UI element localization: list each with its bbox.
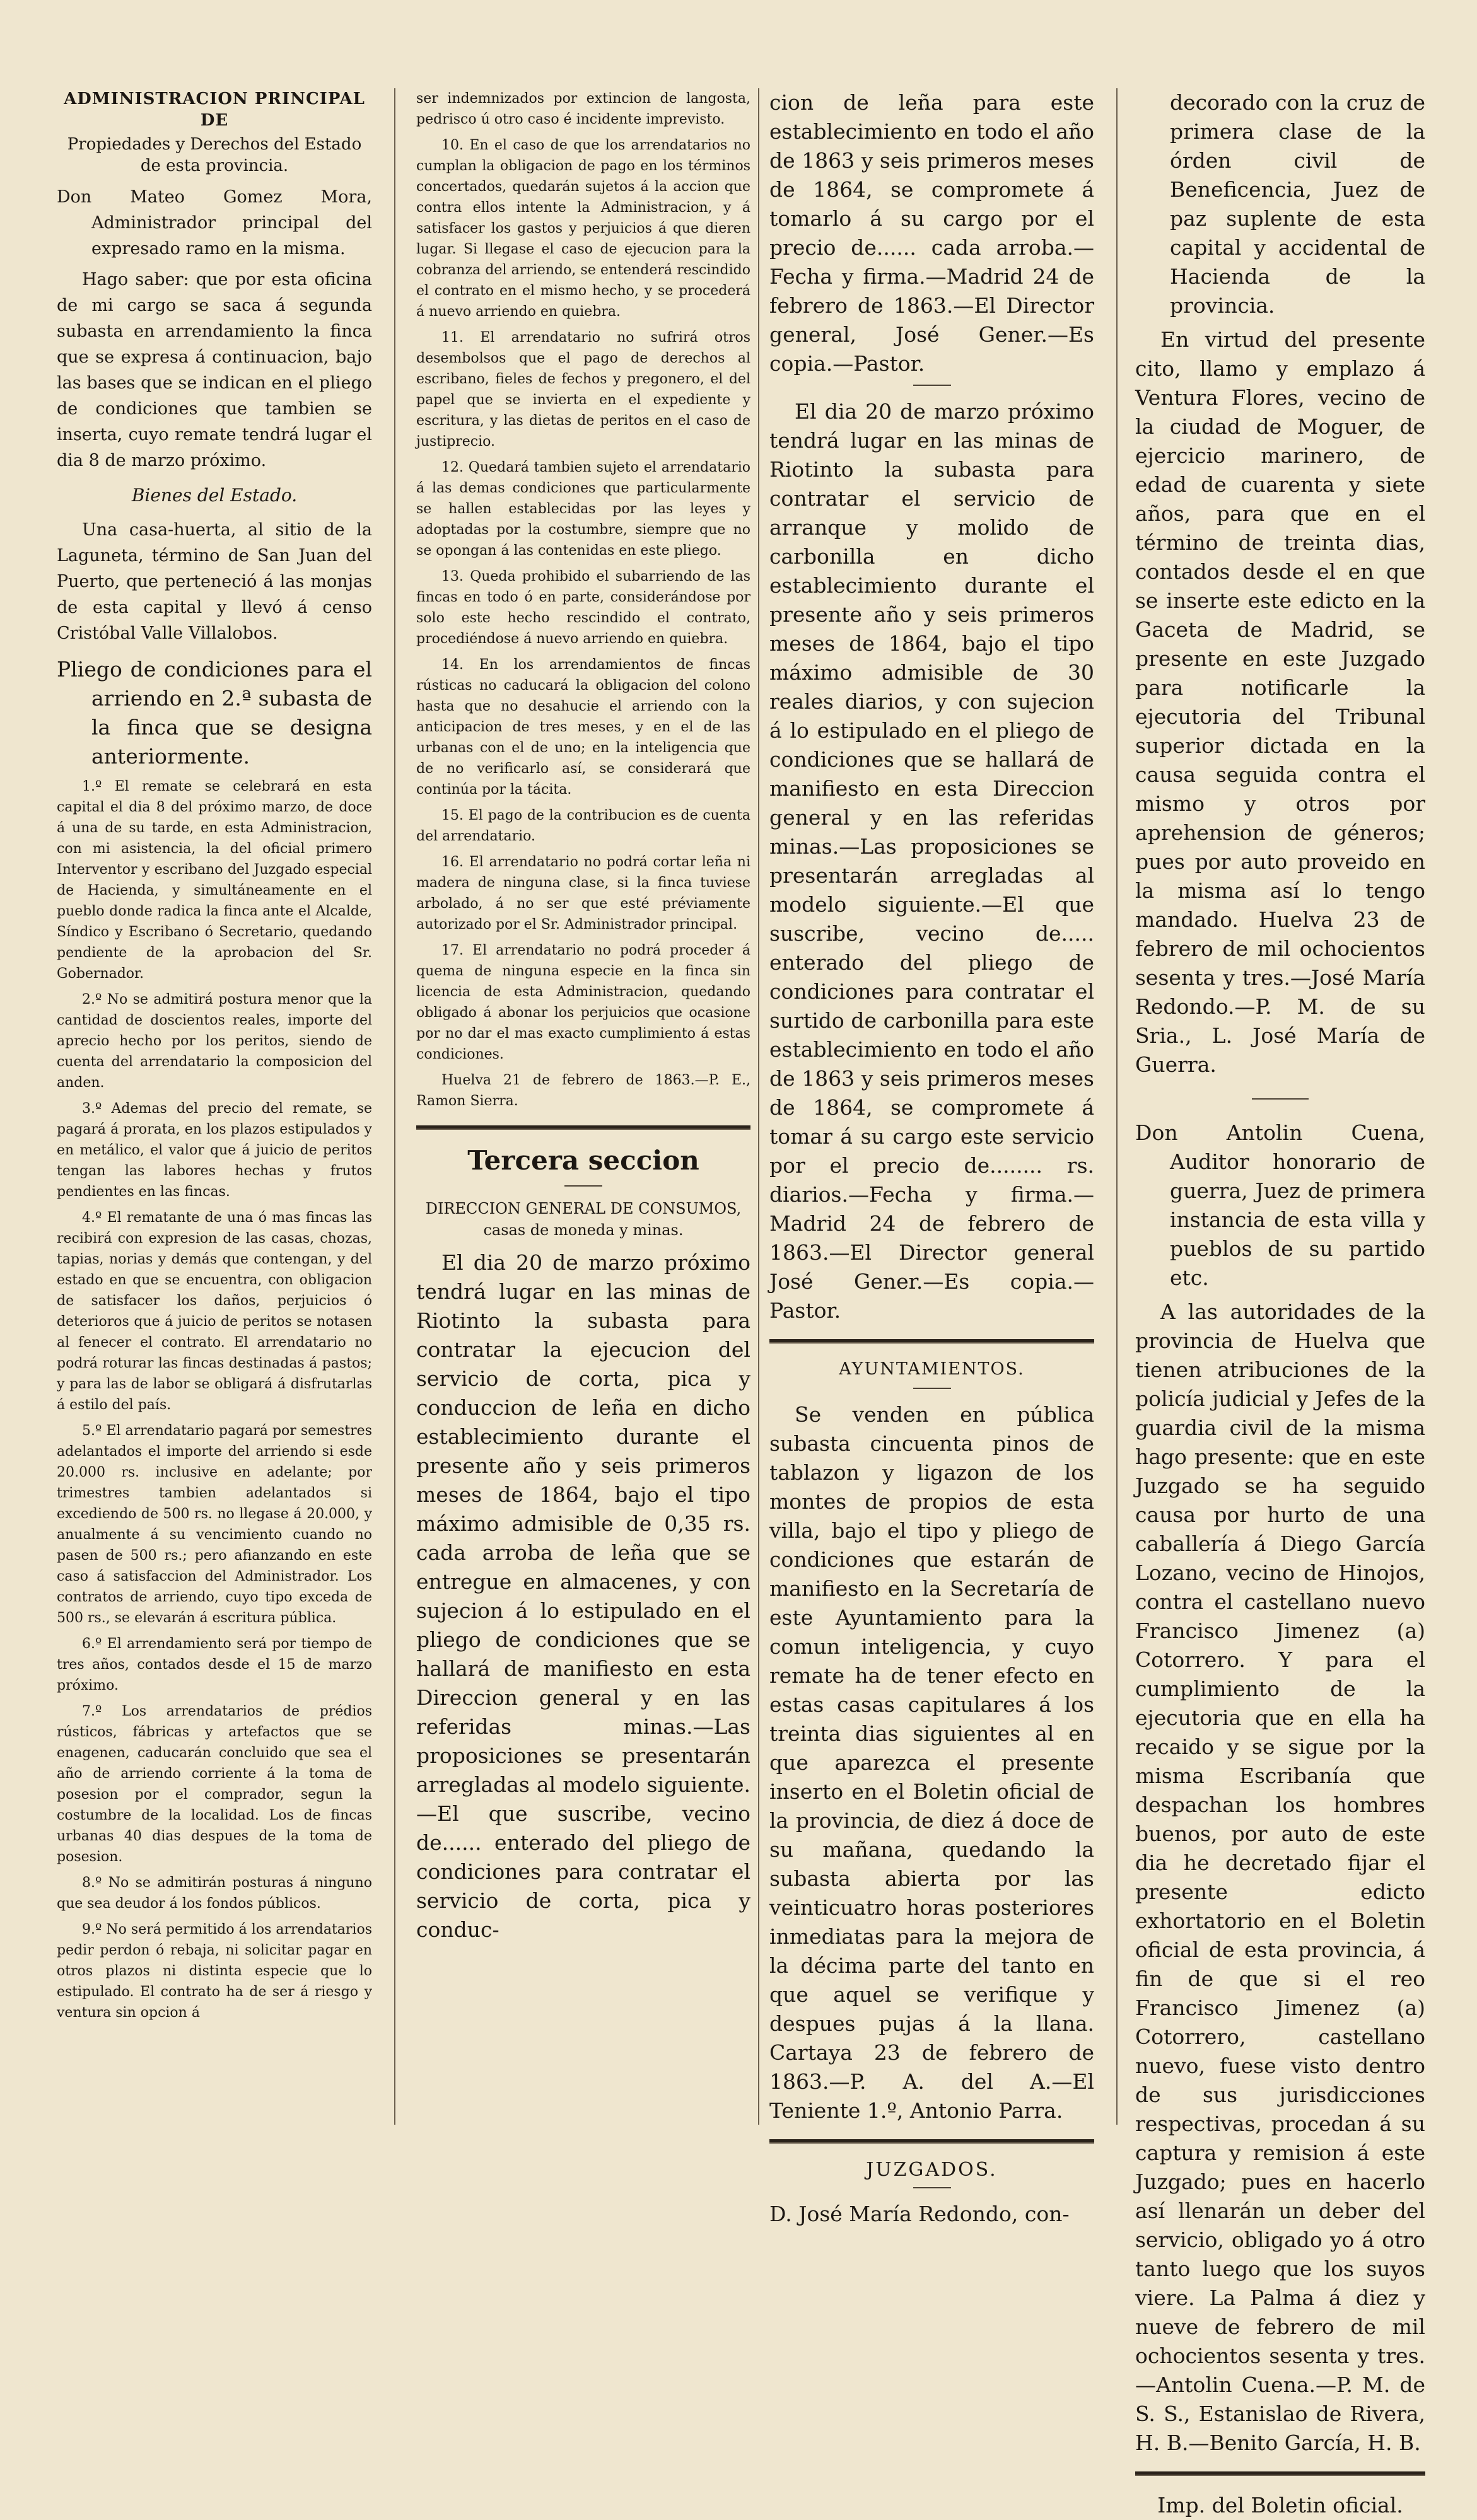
column-rule [758,88,759,2125]
juzgados-start: D. José María Redondo, con- [769,2202,1070,2226]
clause: 16. El arrendatario no podrá cortar leña ni madera de ninguna clase, si la finca tuviese arbolado, á no ser que esté préviamente autorizado por el Sr. Administrador principal. [416,854,750,932]
continuation-text: cion de leña para este establecimiento en todo el año de 1863 y seis primeros meses de 1864, se compromete á tomarlo á su cargo por el precio de...... cada arroba.—Fecha y firma.—Madrid 24 de febrero de 1863.—El Director general, José Gener.—Es copia.—Pastor. [769,90,1094,376]
clause: 12. Quedará tambien sujeto el arrendatario á las demas condiciones que particularmente se hallen establecidas por las leyes y adoptadas por la costumbre, siempre que no se opongan á las contenidas en este pliego. [416,460,750,559]
ayuntamientos-heading: AYUNTAMIENTOS. [839,1359,1025,1379]
small-separator [913,385,951,386]
carbonilla-notice: El dia 20 de marzo próximo tendrá lugar en las minas de Riotinto la subasta para contratar el servicio de arranque y molido de carbonilla en dicho establecimiento durante el presente año y seis primeros meses de 1864, bajo el tipo máximo admisible de 30 reales diarios, y con sujecion á lo estipulado en el pliego de condiciones que se hallará de manifiesto en esta Direccion general y en las referidas minas.—Las proposiciones se presentarán arregladas al modelo siguiente.—El que suscribe, vecino de..... enterado del pliego de condiciones para contratar el surtido de carbonilla para este establecimiento en todo el año de 1863 y seis primeros meses de 1864, se compromete á tomar á su cargo este servicio por el precio de........ rs. diarios.—Fecha y firma.—Madrid 24 de febrero de 1863.—El Director general José Gener.—Es copia.—Pastor. [769,399,1094,1323]
exhorto-body: A las autoridades de la provincia de Huelva que tienen atribuciones de la policía judicial y Jefes de la guardia civil de la misma hago presente: que en este Juzgado se ha seguido causa por hurto de una caballería á Diego García Lozano, vecino de Hinojos, contra el castellano nuevo Francisco Jimenez (a) Cotorrero. Y para el cumplimiento de la ejecutoria que en ella ha recaido y se sigue por la misma Escribanía que despachan los hombres buenos, por auto de este dia he decretado fijar el presente edicto exhortatorio en el Boletin oficial de esta provincia, á fin de que si el reo Francisco Jimenez (a) Cotorrero, castellano nuevo, fuese visto dentro de sus jurisdicciones respectivas, procedan á su captura y remision á este Juzgado; pues en hacerlo así llenarán un deber del servicio, obligado yo á otro tanto luego que los suyos viere. La Palma á diez y nueve de febrero de mil ochocientos sesenta y tres.—Antolin Cuena.—P. M. de S. S., Estanislao de Rivera, H. B.—Benito García, H. B. [1135,1299,1425,2455]
column-1 [57,88,372,2137]
auditor-name: Don Antolin Cuena, Auditor honorario de guerra, Juez de primera instancia de esta villa y pueblos de su partido etc. [1135,1120,1425,1290]
intro-name: Don Mateo Gomez Mora, Administrador principal del expresado ramo en la misma. [57,187,372,258]
clause: 14. En los arrendamientos de fincas rústicas no caducará la obligacion del colono hasta que no desahucie el arriendo con la anticipacion de tres meses, y en el de las urbanas con el de uno; en la inteligencia que de no verificarlo así, se considerará que continúa por la tácita. [416,657,750,798]
juzgados-heading: JUZGADOS. [866,2159,998,2181]
clause: 5.º El arrendatario pagará por semestres adelantados el importe del arriendo si esde 20.000 rs. inclusive en adelante; por trimestres tambien adelantados si excediendo de 500 rs. no llegase á 20.000, y anualmente á su vencimiento cuando no pasen de 500 rs.; pero afianzando en este caso á satisfaccion del Administrador. Los contratos de arriendo, cuyo tipo exceda de 500 rs., se elevarán á escritura pública. [57,1423,372,1626]
section-separator [769,2139,1094,2144]
admin-title: ADMINISTRACION PRINCIPAL DE [64,90,365,130]
intro-body: Hago saber: que por esta oficina de mi cargo se saca á segunda subasta en arrendamiento la finca que se expresa á continuacion, bajo las bases que se indican en el pliego de condiciones que tambien se inserta, cuyo remate tendrá lugar el dia 8 de marzo próximo. [57,270,372,470]
ayuntamientos-body: Se venden en pública subasta cincuenta pinos de tablazon y ligazon de los montes de propios de esta villa, bajo el tipo y pliego de condiciones que estarán de manifiesto en la Secretaría de este Ayuntamiento para la comun inteligencia, y cuyo remate ha de tener efecto en estas casas capitulares á los treinta dias siguientes al en que aparezca el presente inserto en el Boletin oficial de la provincia, de diez á doce de su mañana, quedando la subasta abierta por las veinticuatro horas posteriores inmediatas para la mejora de la décima parte del tanto en que aquel se verifique y despues pujas á la llana. Cartaya 23 de febrero de 1863.—P. A. del A.—El Teniente 1.º, Antonio Parra. [769,1402,1094,2123]
clause: 2.º No se admitirá postura menor que la cantidad de doscientos reales, importe del aprecio hecho por los peritos, siendo de cuenta del arrendatario la composicion del anden. [57,992,372,1091]
clause: 10. En el caso de que los arrendatarios no cumplan la obligacion de pago en los términos concertados, quedarán sujetos á la accion que contra ellos intente la Administracion, y á satisfacer los gastos y perjuicios á que dieren lugar. Si llegase el caso de ejecucion para la cobranza del arriendo, se entenderá rescindido el contrato en el mismo hecho, y se procederá á nuevo arriendo en quiebra. [416,137,750,320]
column-rule [1116,88,1118,2125]
bienes-body: Una casa-huerta, al sitio de la Laguneta, término de San Juan del Puerto, que perteneció á las monjas de esta capital y llevó á censo Cristóbal Valle Villalobos. [57,520,372,643]
section-separator [416,1125,750,1130]
clause: 4.º El rematante de una ó mas fincas las recibirá con expresion de las casas, chozas, tapias, norias y demás que contengan, y del estado en que se encuentra, con obligacion de satisfacer los daños, perjuicios ó deterioros que á juicio de peritos se notasen al fenecer el contrato. El arrendatario no podrá roturar las fincas destinadas á pastos; y para las de labor se obligará á disfrutarlas á estilo del país. [57,1210,372,1413]
small-separator [913,1388,951,1389]
emplazamiento-body: En virtud del presente cito, llamo y emplazo á Ventura Flores, vecino de la ciudad de Moguer, de ejercicio marinero, de edad de cuarenta y siete años, para que en el término de treinta dias, contados desde el en que se inserte este edicto en la Gaceta de Madrid, se presente en este Juzgado para notificarle la ejecutoria del Tribunal superior dictada en la causa seguida contra el mismo y otros por aprehension de géneros; pues por auto proveido en la misma así lo tengo mandado. Huelva 23 de febrero de mil ochocientos sesenta y tres.—José María Redondo.—P. M. de su Sria., L. José María de Guerra. [1135,327,1425,1077]
continuation-text: ser indemnizados por extincion de langosta, pedrisco ú otro caso é incidente imprevisto. [416,91,750,127]
imprint: Imp. del Boletin oficial. [1157,2493,1403,2517]
clause: 6.º El arrendamiento será por tiempo de tres años, contados desde el 15 de marzo próximo. [57,1636,372,1693]
continuation-text: decorado con la cruz de primera clase de la órden civil de Beneficencia, Juez de paz suplente de esta capital y accidental de Hacienda de la provincia. [1170,90,1425,318]
small-separator [913,2187,951,2188]
clause: 13. Queda prohibido el subarriendo de las fincas en todo ó en parte, considerándose por solo este hecho rescindido el contrato, procediéndose á nuevo arriendo en quiebra. [416,569,750,647]
small-separator [564,1185,602,1187]
section-separator [1135,2471,1425,2476]
section-separator [769,1339,1094,1344]
clause: 7.º Los arrendatarios de prédios rústicos, fábricas y artefactos que se enagenen, caducarán concluido que sea el año de arriendo corriente á la toma de posesion por el comprador, segun la costumbre de la localidad. Los de fincas urbanas 40 dias despues de la toma de posesion. [57,1704,372,1865]
column-3 [769,88,1094,2226]
clause: 15. El pago de la contribucion es de cuenta del arrendatario. [416,808,750,844]
section-heading: Tercera seccion [467,1145,699,1176]
bienes-heading: Bienes del Estado. [131,485,298,506]
clause: 1.º El remate se celebrará en esta capital el dia 8 del próximo marzo, de doce á una de su tarde, en esta Administracion, con mi asistencia, la del oficial primero Interventor y escribano del Juzgado especial de Hacienda, y simultáneamente en el pueblo donde radica la finca ante el Alcalde, Síndico y Escribano ó Secretario, quedando pendiente de la aprobacion del Sr. Gobernador. [57,779,372,982]
clause: 9.º No será permitido á los arrendatarios pedir perdon ó rebaja, ni solicitar pagar en otros plazos ni distinta especie que lo estipulado. El contrato ha de ser á riesgo y ventura sin opcion á [57,1922,372,2021]
clause: 11. El arrendatario no sufrirá otros desembolsos que el pago de derechos al escribano, fieles de fechos y pregonero, el del papel que se invierta en el expediente y escritura, y las dietas de peritos en el caso de justiprecio. [416,330,750,450]
small-separator [1252,1098,1309,1100]
clause: 17. El arrendatario no podrá proceder á quema de ninguna especie en la finca sin licencia de esta Administracion, quedando obligado á abonar los perjuicios que ocasione por no dar el mas exacto cumplimiento á estas condiciones. [416,943,750,1062]
signoff: Huelva 21 de febrero de 1863.—P. E., Ramon Sierra. [416,1072,750,1109]
column-rule [394,88,395,2125]
admin-subtitle: Propiedades y Derechos del Estado de esta provincia. [67,135,362,175]
direccion-heading: DIRECCION GENERAL DE CONSUMOS, casas de moneda y minas. [425,1200,742,1239]
pliego-heading: Pliego de condiciones para el arriendo en 2.ª subasta de la finca que se designa anteriormente. [57,657,372,769]
clause: 8.º No se admitirán posturas á ninguno que sea deudor á los fondos públicos. [57,1875,372,1912]
column-2 [416,88,750,2137]
direccion-body: El dia 20 de marzo próximo tendrá lugar en las minas de Riotinto la subasta para contratar la ejecucion del servicio de corta, pica y conduccion de leña en dicho establecimiento durante el presente año y seis primeros meses de 1864, bajo el tipo máximo admisible de 0,35 rs. cada arroba de leña que se entregue en almacenes, y con sujecion á lo estipulado en el pliego de condiciones que se hallará de manifiesto en esta Direccion general y en las referidas minas.—Las proposiciones se presentarán arregladas al modelo siguiente.—El que suscribe, vecino de...... enterado del pliego de condiciones para contratar el servicio de corta, pica y conduc- [416,1250,750,1942]
clause: 3.º Ademas del precio del remate, se pagará á prorata, en los plazos estipulados y en metálico, el valor que á juicio de peritos tengan las labores hechas y frutos pendientes en las fincas. [57,1101,372,1200]
column-4 [1135,88,1425,2517]
